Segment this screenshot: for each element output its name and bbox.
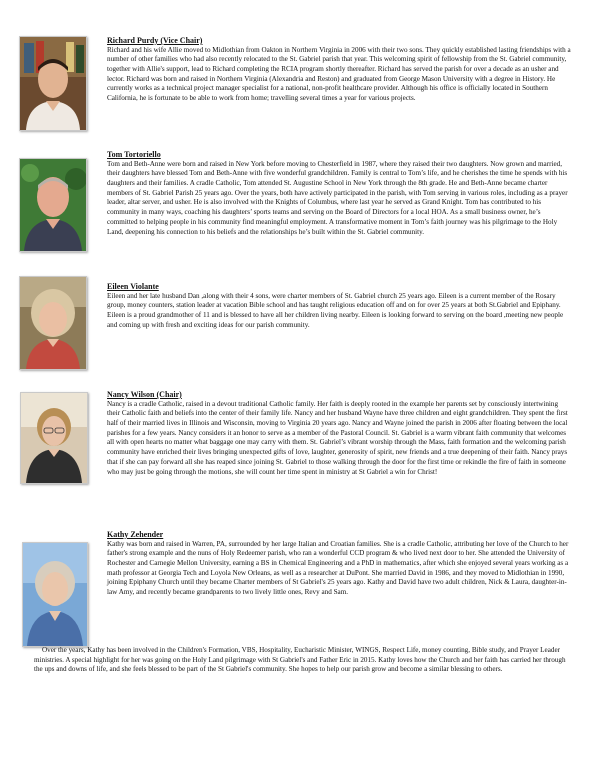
bio-paragraph: Eileen and her late husband Dan ,along with their 4 sons, were charter members of St. Gabriel church 25 years ago. Eileen is a current member of the Rosary group, money counters, station leader at vacation Bible school and has taught religious education off and on for over 25 years at both St.Gabriel and Epiphany. Eileen is a proud grandmother of 11 and is blessed to have all her children living nearby. Eileen is looking forward to serving on the board ,meeting new people and coming up with fresh and exciting ideas for our parish community. [107, 291, 564, 329]
portrait-tom-tortoriello [19, 158, 87, 252]
bio-name: Richard Purdy (Vice Chair) [107, 36, 203, 45]
bio-text-eileen-violante [107, 282, 571, 330]
bio-name: Tom Tortoriello [107, 150, 161, 159]
bio-paragraph: Kathy was born and raised in Warren, PA, surrounded by her large Italian and Croatian families. She is a cradle Catholic, attributing her love of the Church to her father's strong example and the nuns of Holy Redeemer parish, who ran a wonderful CCD program & who lived next door to her. She attended the University of Rochester and Carnegie Mellon University, earning a BS in Chemical Engineering and a PhD in mathematics, after which she enjoyed several years working as a math professor at Georgia Tech and Loyola New Orleans, as well as a researcher at DuPont. She married David in 1986, and they moved to Midlothian in 1990, joining Epiphany Church until they became Charter members of St Gabriel's 25 years ago. Kathy and David have two adult children, Nick & Laura, daughter-in-law Amy, and recently became grandparents to two lively little ones, Revy and Sam. [107, 539, 569, 597]
portrait-kathy-zehender-image [23, 543, 87, 646]
bio-paragraph-continued: Over the years, Kathy has been involved in the Children's Formation, VBS, Hospitality, Eucharistic Minister, WINGS, Respect Life, money counting, Bible study, and Prayer Leader ministries. A special highlight for her was going on the Holy Land pilgrimage with St Gabriel's and Father Eric in 2015. Kathy loves how the Church and her faith has carried her through the ups and downs of life, and she feels blessed to be part of the St Gabriel's community. She hopes to help our parish grow and become a similar blessing to others. [34, 646, 566, 674]
bio-paragraph: Tom and Beth-Anne were born and raised in New York before moving to Chesterfield in 1987, where they raised their two daughters. Now grown and married, their daughters have blessed Tom and Beth-Anne with five wonderful grandchildren. Family is central to Tom’s life, and he cherishes the time he spends with his daughters and their families. A cradle Catholic, Tom attended St. Augustine School in New York through the 8th grade. He and Beth-Anne became charter members of St. Gabriel Parish 25 years ago. Over the years, both have actively participated in the parish, with Tom serving in various roles, including as a prayer leader, altar server, and usher. He is also involved with the Knights of Columbus, where last year he served as Grand Knight. Tom has contributed to his community in many ways, coaching his daughters’ sports teams and serving on the Board of Directors for a local HOA. As a small business owner, he’s committed to helping people in his community find meaningful employment. A transformative moment in Tom’s faith journey was his pilgrimage to the Holy Land, deepening his connection to his beliefs and the relationships he’s built within the St. Gabriel community. [107, 159, 568, 236]
portrait-richard-purdy [19, 36, 87, 131]
bio-text-richard-purdy [107, 36, 571, 104]
bio-text-tom-tortoriello [107, 150, 571, 237]
bio-text-kathy-zehender [107, 530, 571, 598]
portrait-richard-purdy-image [20, 37, 86, 130]
portrait-tom-tortoriello-image [20, 159, 86, 251]
portrait-eileen-violante [19, 276, 87, 370]
portrait-nancy-wilson [20, 392, 88, 484]
portrait-nancy-wilson-image [21, 393, 87, 483]
bio-text-nancy-wilson [107, 390, 571, 477]
bio-name: Eileen Violante [107, 282, 159, 291]
bio-paragraph: Richard and his wife Allie moved to Midlothian from Oakton in Northern Virginia in 2006 with their two sons. They quickly established lasting friendships with a number of other families who had also recently relocated to the St. Gabriel parish that year. This welcoming spirit of fellowship from the St. Gabriel community, together with Allie's support, lead to Richard completing the RCIA program shortly thereafter. Richard has served the parish for over a decade as an usher and lector. Richard was born and raised in Northern Virginia (Alexandria and Reston) and graduated from George Mason University with a degree in History. He currently works as a technical project manager specialist for a national, non-profit healthcare provider. Although his office is officially located in Southern California, he is fortunate to be able to work from home; travelling several times a year for various projects. [107, 45, 571, 103]
bio-paragraph: Nancy is a cradle Catholic, raised in a devout traditional Catholic family. Her faith is deeply rooted in the example her parents set by consciously intertwining their Catholic faith and beliefs into the center of their family life. Nancy and her husband Wayne have three children and eight grandchildren. They spent the first half of their married lives in Illinois and Wisconsin, moving to Virginia 20 years ago. Nancy and Wayne joined the parish in 2006 after floating between the local parishes for a few years. Nancy considers it an honor to serve as a member of the Pastoral Council. St. Gabriel is a warm vibrant faith community that welcomes all with open hearts no matter what baggage one may carry with them. St. Gabriel’s vibrant worship through the Mass, faith formation and the welcoming parish community have enriched their lives bringing unexpected gifts of love, laughter, generosity of spirit, new friends and a true deepening of their faith. Nancy prays that if she can pay forward all she has reaped since joining St. Gabriel to those walking through the door for the first time or rekindle the fire of faith in someone who may just be going through the motions, she will count her time spent in ministry at St Gabriel a win for Christ! [107, 399, 568, 476]
portrait-eileen-violante-image [20, 277, 86, 369]
portrait-kathy-zehender [22, 542, 88, 647]
bio-name: Kathy Zehender [107, 530, 164, 539]
bio-name: Nancy Wilson (Chair) [107, 390, 182, 399]
